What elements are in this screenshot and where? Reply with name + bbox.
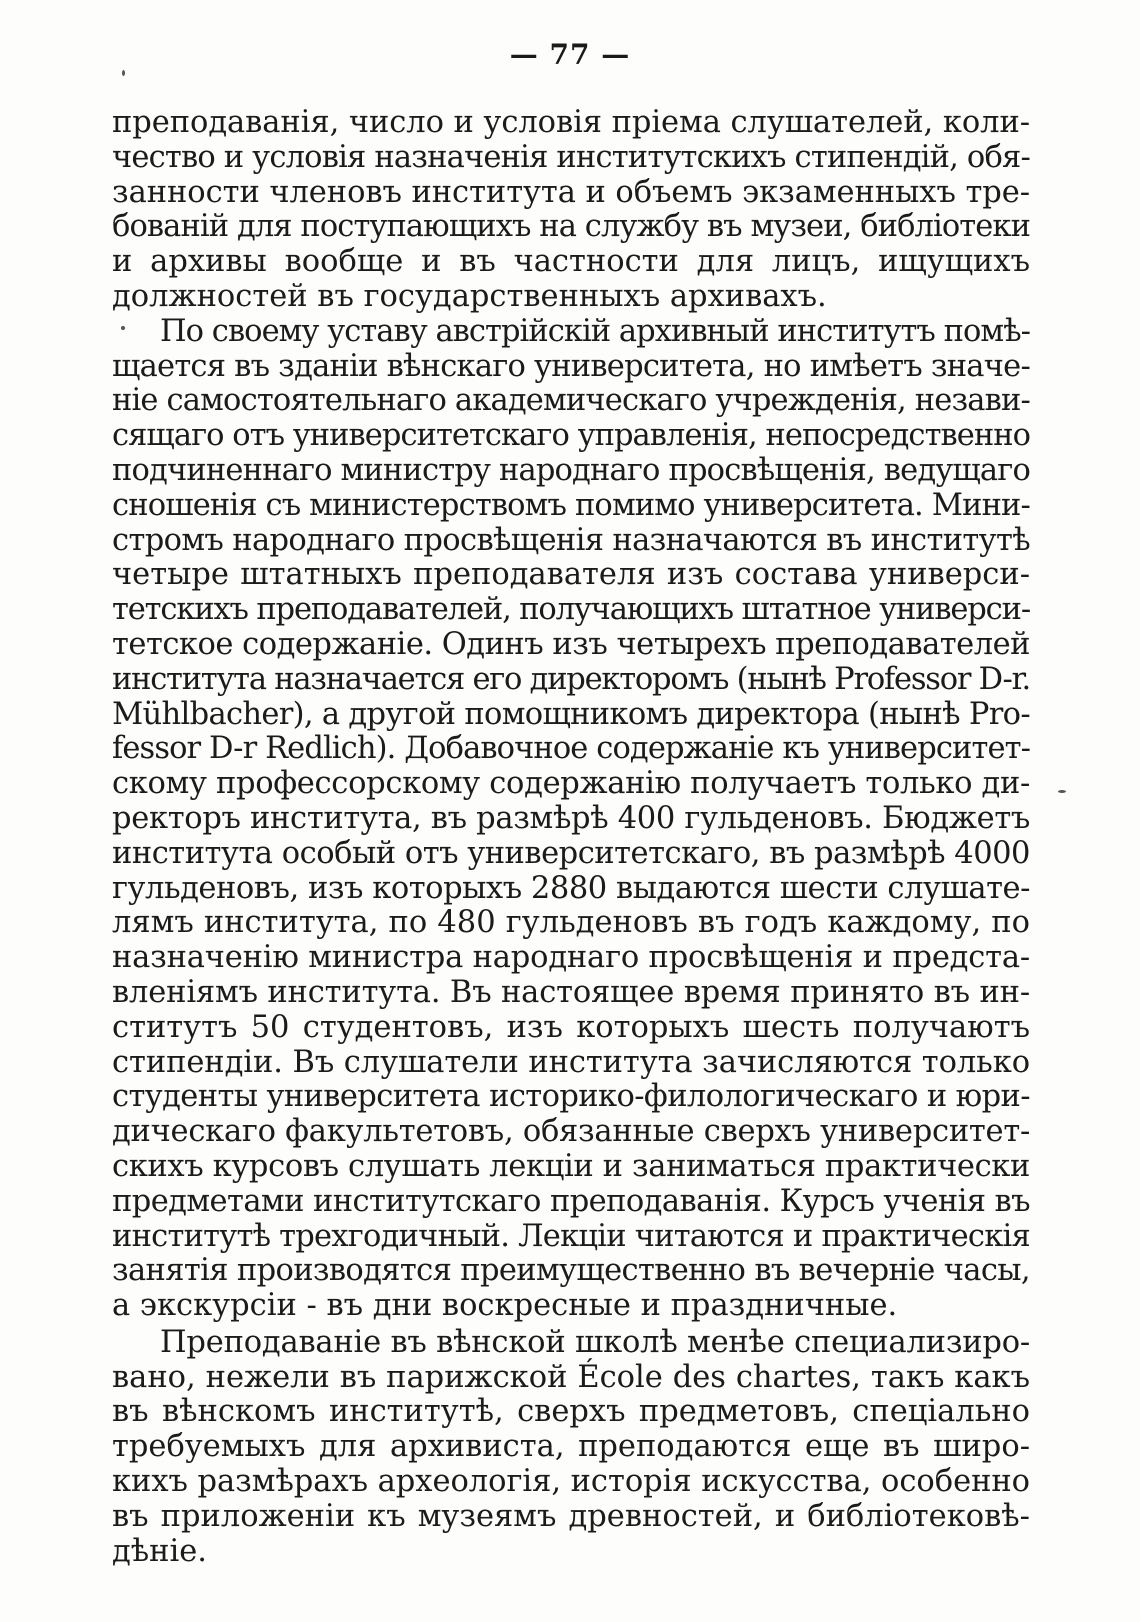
scan-speck [1058,790,1066,793]
text-line: студенты университета историко-филологическаго и юри- [112,1079,1030,1115]
text-line: вано, нежели въ парижской École des chartes, такъ какъ [112,1359,1030,1395]
text-line: лямъ института, по 480 гульденовъ въ годъ каждому, по [112,905,1030,941]
text-line: скому профессорскому содержанію получаетъ только ди- [112,766,1030,802]
page-number: — 77 — [509,38,631,71]
text-line: института назначается его директоромъ (нынѣ Professor D-r. [112,661,1030,697]
text-line: дическаго факультетовъ, обязанные сверхъ университет- [112,1114,1030,1150]
text-line: fessor D-r Redlich). Добавочное содержаніе къ университет- [112,731,1030,767]
text-line: ректоръ института, въ размѣрѣ 400 гульденовъ. Бюджетъ [112,800,1030,836]
paragraph-3 [112,1326,1030,1570]
text-line: подчиненнаго министру народнаго просвѣщенія, ведущаго [112,452,1030,488]
text-line: предметами институтскаго преподаванія. Курсъ ученія въ [112,1183,1030,1219]
text-line: занятія производятся преимущественно въ вечерніе часы, [112,1253,1030,1289]
text-line: Преподаваніе въ вѣнской школѣ менѣе специализиро- [160,1324,1030,1360]
text-line: тетское содержаніе. Одинъ изъ четырехъ преподавателей [112,626,1030,662]
text-line: занности членовъ института и объемъ экзаменныхъ тре- [112,174,1030,210]
text-line: преподаванія, число и условія пріема слушателей, коли- [112,105,1030,140]
text-line: тетскихъ преподавателей, получающихъ штатное универси- [112,592,1030,628]
text-line: назначенію министра народнаго просвѣщенія и предста- [112,940,1030,976]
text-line: бованій для поступающихъ на службу въ музеи, библіотеки [112,209,1030,245]
paragraph-1 [112,106,1030,315]
text-line: чество и условія назначенія институтскихъ стипендій, обя- [112,139,1030,175]
body-text [112,106,1030,1569]
text-line: щается въ зданіи вѣнскаго университета, но имѣетъ значе- [112,348,1030,384]
text-line: должностей въ государственныхъ архивахъ. [112,278,827,314]
text-line: института особый отъ университетскаго, въ размѣрѣ 4000 [112,835,1030,871]
text-line: сящаго отъ университетскаго управленія, непосредственно [112,418,1030,454]
text-line: стромъ народнаго просвѣщенія назначаются въ институтѣ [112,522,1030,558]
text-line: четыре штатныхъ преподавателя изъ состава универси- [112,557,1030,593]
text-line: въ приложеніи къ музеямъ древностей, и библіотековѣ- [112,1498,1030,1534]
text-line: требуемыхъ для архивиста, преподаются еще въ широ- [112,1429,1030,1465]
paragraph-2 [112,315,1030,1324]
text-line: и архивы вообще и въ частности для лицъ, ищущихъ [112,244,1030,280]
text-line: вленіямъ института. Въ настоящее время принято въ ин- [112,974,1030,1010]
text-line: Mühlbacher), а другой помощникомъ директора (нынѣ Pro- [112,696,1030,732]
text-line: ститутъ 50 студентовъ, изъ которыхъ шесть получаютъ [112,1009,1030,1045]
text-line: въ вѣнскомъ институтѣ, сверхъ предметовъ, спеціально [112,1394,1030,1430]
text-line: По своему уставу австрійскій архивный институтъ помѣ- [160,313,1030,349]
text-line: скихъ курсовъ слушать лекціи и заниматься практически [112,1148,1030,1184]
text-line: стипендіи. Въ слушатели института зачисляются только [112,1044,1030,1080]
text-line: дѣніе. [112,1533,207,1569]
text-line: гульденовъ, изъ которыхъ 2880 выдаются шести слушате- [112,870,1030,906]
text-line: сношенія съ министерствомъ помимо университета. Мини- [112,487,1030,523]
text-line: кихъ размѣрахъ археологія, исторія искусства, особенно [112,1464,1030,1500]
text-line: институтѣ трехгодичный. Лекціи читаются и практическія [112,1218,1030,1254]
scan-speck [122,70,125,76]
text-line: а экскурсіи - въ дни воскресные и праздничные. [112,1288,898,1324]
text-line: ніе самостоятельнаго академическаго учрежденія, незави- [112,383,1030,419]
